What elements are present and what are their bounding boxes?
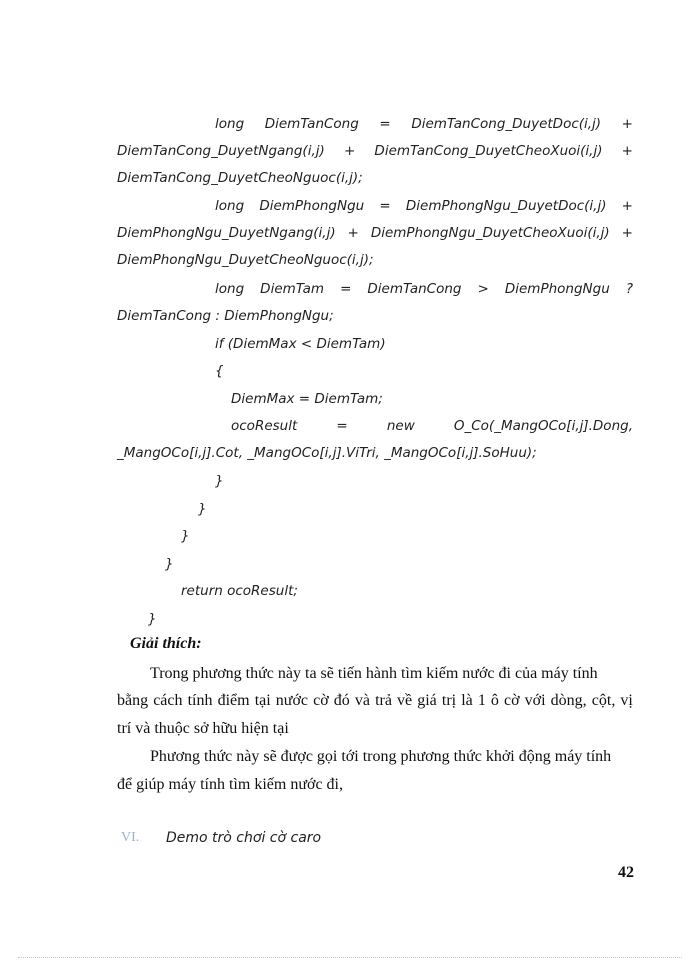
code-line-assign-max: DiemMax = DiemTam; [231,391,383,407]
code-line-diemtam-1 [215,280,633,298]
code-token: + [621,116,633,132]
code-close-brace: } [215,473,224,489]
word: bằng [117,692,149,709]
paragraph-line: Phương thức này sẽ được gọi tới trong phương thức khởi động máy tính [150,748,612,765]
word: cờ [313,692,329,709]
code-line-phongngu-2 [117,224,633,242]
code-token: DiemTanCong_DuyetCheoXuoi(i,j) [374,143,603,159]
word: giá [417,692,437,709]
code-token: long [215,198,245,214]
code-token: = [379,116,391,132]
word: 1 [477,692,486,709]
word: về [397,692,413,709]
word: và [354,692,370,709]
code-token: new [386,418,415,434]
code-line-diemtam-2: DiemTanCong : DiemPhongNgu; [117,308,334,324]
code-token: DiemPhongNgu_DuyetNgang(i,j) [117,225,336,241]
word: đó [333,692,350,709]
code-token: > [477,281,489,297]
word: cách [153,692,183,709]
code-close-brace: } [148,611,157,627]
word: điểm [217,692,250,709]
code-line-tancong-3: DiemTanCong_DuyetCheoNguoc(i,j); [117,170,363,186]
code-close-brace: } [181,528,190,544]
word: cờ [504,692,520,709]
code-token: DiemTanCong [264,116,359,132]
word: trị [441,692,457,709]
code-token: ocoResult [231,418,298,434]
code-token: DiemPhongNgu_DuyetCheoXuoi(i,j) [370,225,610,241]
code-line-result-2: _MangOCo[i,j].Cot, _MangOCo[i,j].ViTri, _MangOCo[i,j].SoHuu); [117,445,537,461]
code-line-return: return ocoResult; [181,583,298,599]
code-token: + [621,198,633,214]
paragraph-line [117,691,633,711]
explanation-heading: Giải thích: [130,635,202,652]
word: ô [490,692,499,709]
word: với [524,692,546,709]
code-line-phongngu-1 [215,197,633,215]
code-close-brace: } [198,501,207,517]
page-bottom-border [18,957,682,958]
paragraph-line: trí và thuộc sở hữu hiện tại [117,720,289,737]
code-token: = [379,198,391,214]
code-close-brace: } [165,556,174,572]
word: trả [375,692,392,709]
code-line-tancong-1 [215,115,633,133]
word: nước [275,692,309,709]
code-token: DiemPhongNgu_DuyetDoc(i,j) [405,198,607,214]
section-number: VI. [121,830,140,845]
page-number: 42 [618,864,634,881]
code-token: long [215,116,245,132]
code-token: O_Co(_MangOCo[i,j].Dong, [453,418,633,434]
paragraph-line: để giúp máy tính tìm kiếm nước đi, [117,776,343,793]
code-token: + [621,143,633,159]
word: tại [254,692,271,709]
code-token: DiemTam [260,281,325,297]
code-line-result-1 [231,417,633,435]
code-token: DiemTanCong [367,281,462,297]
section-title: Demo trò chơi cờ caro [166,830,322,846]
code-token: DiemPhongNgu [259,198,365,214]
code-line-phongngu-3: DiemPhongNgu_DuyetCheoNguoc(i,j); [117,252,374,268]
paragraph-line: Trong phương thức này ta sẽ tiến hành tìm kiếm nước đi của máy tính [150,665,598,682]
code-token: + [621,225,633,241]
word: vị [620,692,633,709]
code-token: long [215,281,245,297]
word: là [461,692,473,709]
code-token: DiemPhongNgu [504,281,610,297]
code-token: + [343,143,356,159]
code-token: + [347,225,359,241]
code-token: ? [625,281,633,297]
code-token: DiemTanCong_DuyetDoc(i,j) [411,116,602,132]
word: cột, [591,692,616,709]
code-open-brace: { [215,363,224,379]
code-line-tancong-2 [117,142,633,160]
code-token: = [340,281,352,297]
word: dòng, [550,692,587,709]
code-token: DiemTanCong_DuyetNgang(i,j) [117,143,325,159]
code-line-if: if (DiemMax < DiemTam) [215,336,386,352]
code-token: = [336,418,348,434]
word: tính [187,692,213,709]
